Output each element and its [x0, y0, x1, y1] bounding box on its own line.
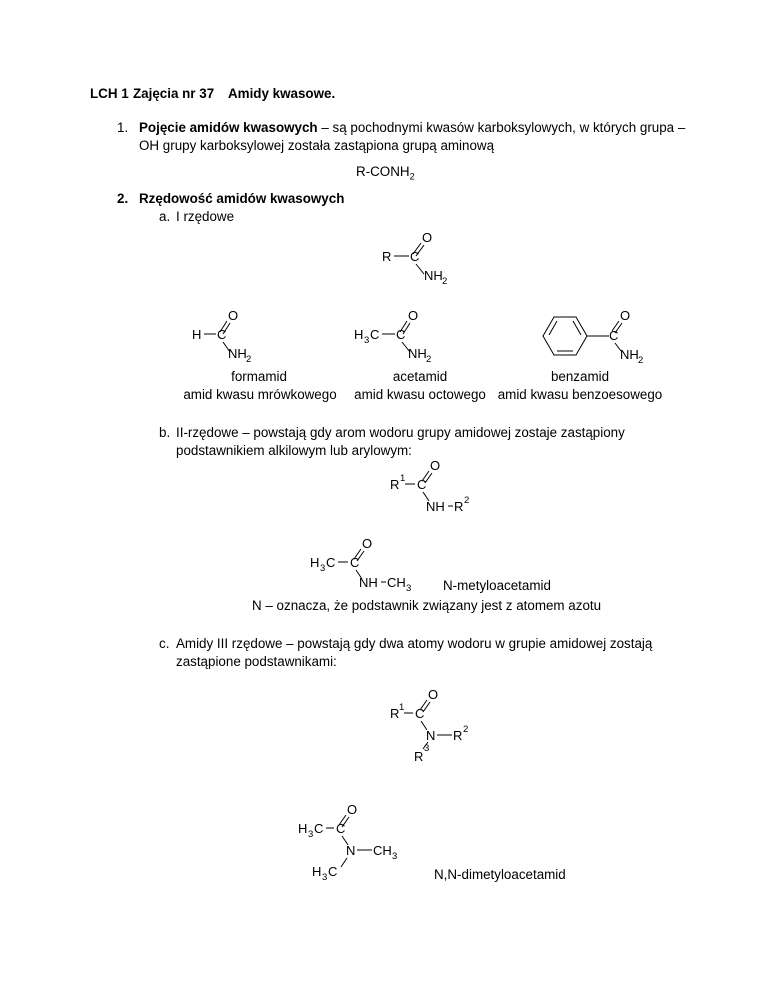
example-3-desc: amid kwasu benzoesowego [497, 387, 663, 402]
atom-o: O [422, 230, 433, 245]
atom-nh: NH [424, 268, 443, 283]
atom-r2: R [454, 499, 464, 514]
atom-c-methyl: C [314, 821, 324, 836]
atom-c-methyl: C [370, 327, 380, 342]
example-n-n-dimethylacetamide-name: N,N-dimetyloacetamid [434, 867, 566, 882]
acetamide-structure [352, 306, 452, 364]
example-n-methylacetamide-name: N-metyloacetamid [443, 578, 551, 593]
section-1-number: 1. [117, 120, 129, 135]
atom-h: H [298, 821, 308, 836]
example-1-desc: amid kwasu mrówkowego [183, 387, 337, 402]
atom-nh: NH [620, 347, 639, 362]
subscript-3: 3 [364, 335, 370, 346]
atom-o: O [347, 802, 358, 817]
subsection-b-line-2: podstawnikiem alkilowym lub arylowym: [176, 443, 412, 458]
atom-ch: CH [387, 575, 406, 590]
general-formula [356, 164, 415, 185]
atom-nh: NH [426, 499, 445, 514]
example-2-desc: amid kwasu octowego [354, 387, 486, 402]
atom-h-2: H [312, 864, 322, 879]
atom-o: O [428, 687, 439, 702]
n-prefix-note: N – oznacza, że podstawnik związany jest z atomem azotu [252, 598, 602, 613]
subscript-3: 3 [320, 563, 326, 574]
atom-c-methyl: C [326, 555, 336, 570]
atom-nh: NH [359, 575, 378, 590]
atom-h: H [192, 327, 202, 342]
atom-r1: R [390, 477, 400, 492]
atom-c: C [336, 821, 346, 836]
atom-o: O [228, 308, 239, 323]
atom-c: C [415, 706, 425, 721]
atom-o: O [362, 536, 373, 551]
atom-o: O [620, 308, 631, 323]
atom-nh: NH [228, 346, 247, 361]
n-n-dimethylacetamide-structure [296, 800, 416, 882]
atom-r: R [382, 249, 392, 264]
atom-c: C [396, 327, 406, 342]
lesson-number: Zajęcia nr 37 [133, 86, 215, 101]
subsection-a-label: I rzędowe [176, 209, 235, 224]
subscript-3: 3 [308, 829, 314, 840]
subscript-3: 3 [392, 851, 398, 862]
section-1-term: Pojęcie amidów kwasowych [139, 120, 318, 135]
subscript-3-b: 3 [322, 872, 328, 883]
atom-ch: CH [373, 843, 392, 858]
atom-c-methyl-2: C [328, 864, 338, 879]
tertiary-amide-general-structure [388, 685, 488, 765]
atom-r3: R [414, 749, 424, 764]
example-3-name: benzamid [550, 369, 610, 384]
superscript-1: 1 [399, 702, 405, 713]
atom-r2: R [453, 728, 463, 743]
atom-nh: NH [408, 346, 427, 361]
section-1-line-2: OH grupy karboksylowej została zastąpiona grupą aminową [139, 138, 495, 153]
formamide-structure [190, 306, 270, 364]
atom-o: O [408, 308, 419, 323]
general-formula-sub: 2 [409, 171, 415, 182]
subscript-2: 2 [426, 354, 432, 365]
page-title: Amidy kwasowe. [228, 86, 336, 101]
subsection-b-line-1: II-rzędowe – powstają gdy arom wodoru grupy amidowej zostaje zastąpiony [176, 425, 625, 440]
atom-n: N [426, 728, 436, 743]
section-2-title: Rzędowość amidów kwasowych [139, 191, 345, 206]
subscript-2: 2 [442, 276, 448, 287]
subscript-2: 2 [246, 354, 252, 365]
atom-c: C [417, 477, 427, 492]
subsection-c-line-2: zastąpione podstawnikami: [176, 654, 337, 669]
atom-o: O [430, 458, 441, 473]
n-methylacetamide-structure [308, 534, 428, 596]
section-1-definition: – są pochodnymi kwasów karboksylowych, w których grupa – [317, 120, 686, 135]
subscript-2: 2 [638, 355, 644, 366]
superscript-3: 3 [424, 743, 430, 754]
benzamide-structure [532, 300, 662, 366]
subsection-c-line-1: Amidy III rzędowe – powstają gdy dwa atomy wodoru w grupie amidowej zostają [176, 636, 653, 651]
subsection-a-letter: a. [159, 209, 171, 224]
superscript-2: 2 [464, 495, 470, 506]
atom-r1: R [390, 706, 400, 721]
atom-c: C [217, 327, 227, 342]
subsection-c-letter: c. [159, 636, 170, 651]
example-2-name: acetamid [392, 369, 448, 384]
atom-c: C [350, 555, 360, 570]
general-formula-text: R-CONH [356, 164, 410, 179]
primary-amide-general-structure [380, 228, 460, 286]
superscript-2: 2 [463, 724, 469, 735]
section-2-number: 2. [117, 191, 129, 206]
atom-h: H [354, 327, 364, 342]
atom-n: N [346, 843, 356, 858]
course-code: LCH 1 [90, 86, 129, 101]
subsection-b-letter: b. [159, 425, 171, 440]
atom-c: C [410, 249, 420, 264]
atom-h: H [310, 555, 320, 570]
atom-c: C [609, 328, 619, 343]
example-1-name: formamid [231, 369, 287, 384]
subscript-3: 3 [406, 583, 412, 594]
section-1-line-1 [139, 120, 685, 136]
superscript-1: 1 [400, 473, 406, 484]
secondary-amide-general-structure [388, 456, 488, 518]
